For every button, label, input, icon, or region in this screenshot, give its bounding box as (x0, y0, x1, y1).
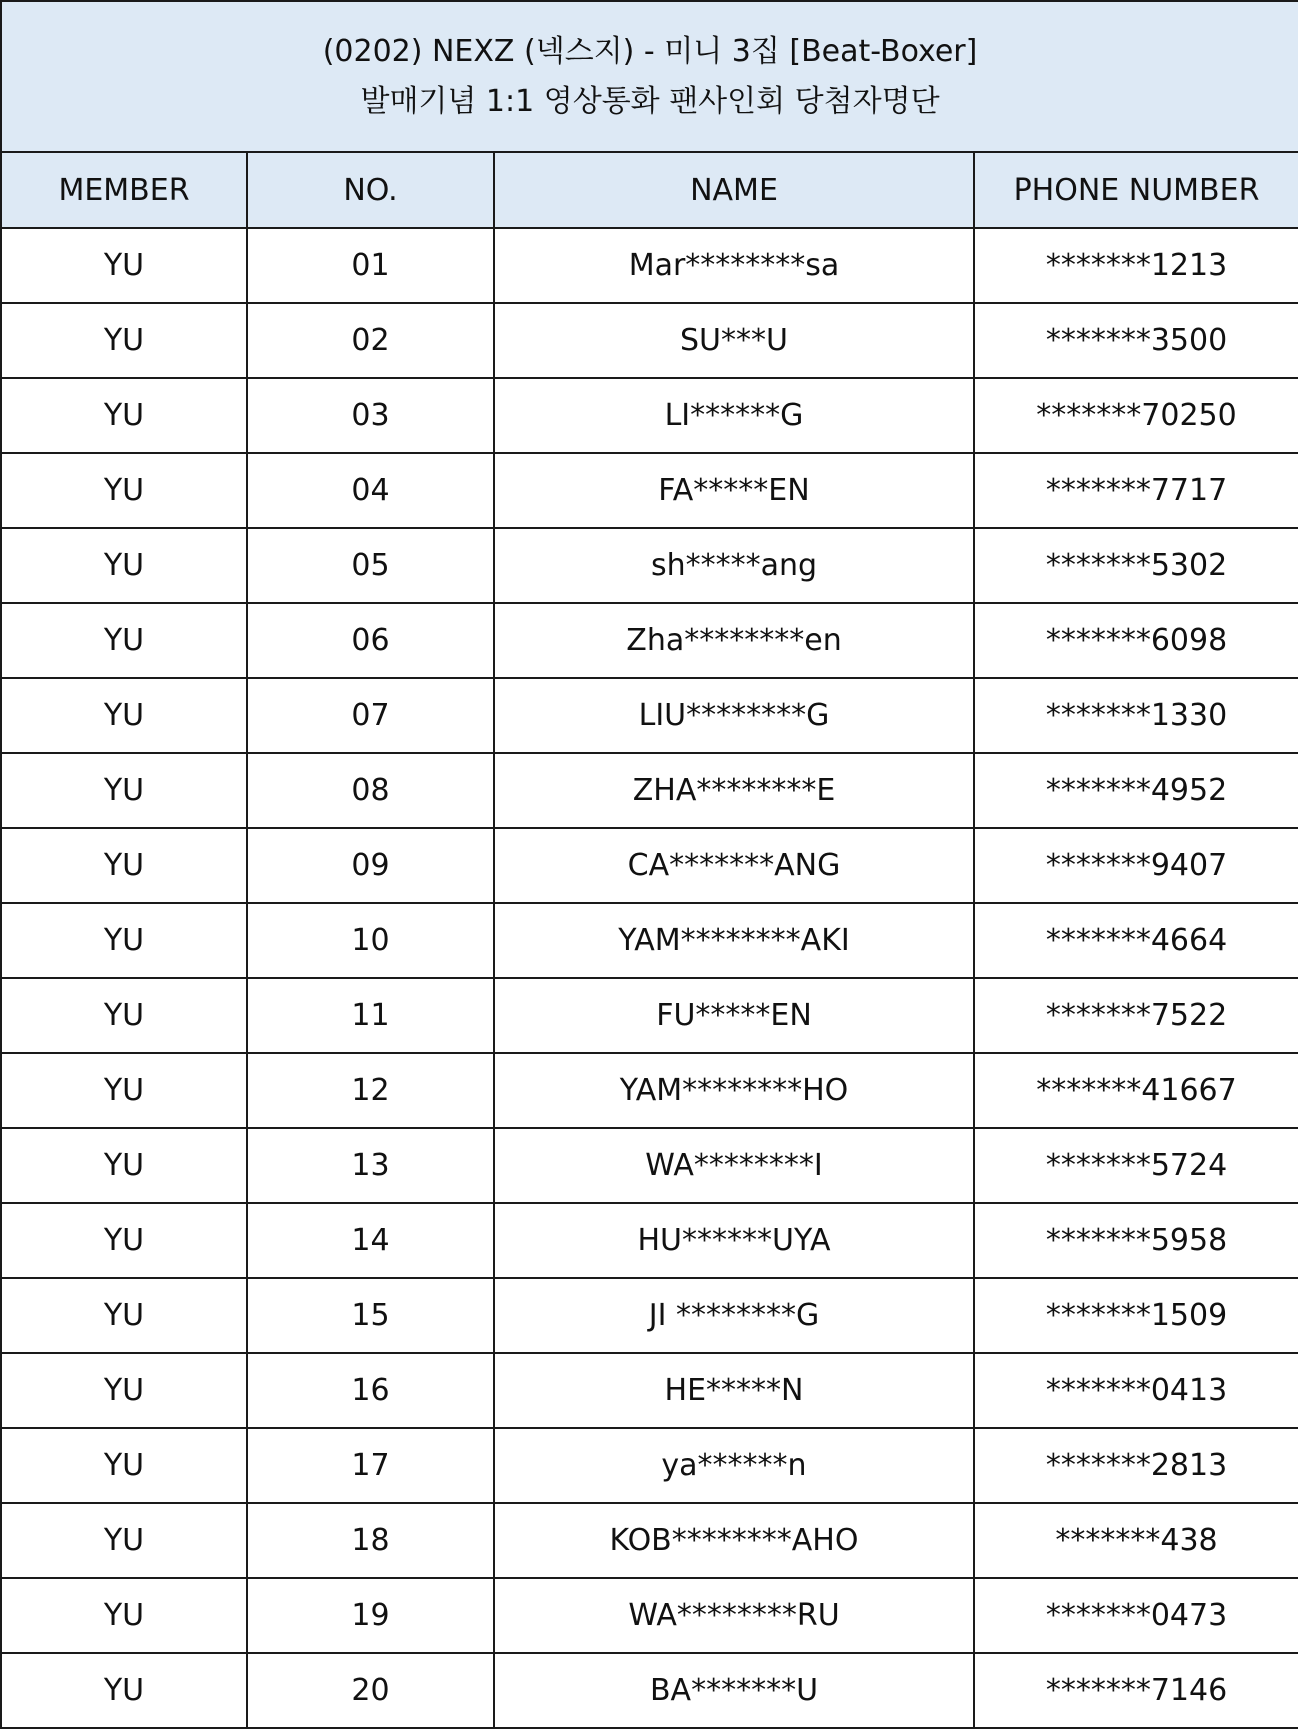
table-row (1, 378, 1298, 453)
cell-name: JI ********G (494, 1278, 974, 1353)
cell-phone: *******5302 (974, 528, 1298, 603)
cell-phone: *******438 (974, 1503, 1298, 1578)
cell-no: 08 (247, 753, 494, 828)
cell-phone: *******4952 (974, 753, 1298, 828)
cell-name: Zha********en (494, 603, 974, 678)
title-row (1, 1, 1298, 152)
cell-member: YU (1, 303, 247, 378)
table-row (1, 453, 1298, 528)
cell-name: sh*****ang (494, 528, 974, 603)
cell-member: YU (1, 828, 247, 903)
table-row (1, 603, 1298, 678)
cell-member: YU (1, 1653, 247, 1728)
cell-no: 16 (247, 1353, 494, 1428)
cell-no: 17 (247, 1428, 494, 1503)
cell-member: YU (1, 1053, 247, 1128)
cell-phone: *******1330 (974, 678, 1298, 753)
table-row (1, 1053, 1298, 1128)
table-row (1, 1128, 1298, 1203)
cell-name: Mar********sa (494, 228, 974, 303)
cell-member: YU (1, 1353, 247, 1428)
cell-phone: *******1509 (974, 1278, 1298, 1353)
table-row (1, 1653, 1298, 1728)
cell-member: YU (1, 603, 247, 678)
cell-no: 09 (247, 828, 494, 903)
cell-member: YU (1, 678, 247, 753)
cell-member: YU (1, 378, 247, 453)
cell-phone: *******1213 (974, 228, 1298, 303)
cell-name: ya******n (494, 1428, 974, 1503)
cell-no: 12 (247, 1053, 494, 1128)
cell-no: 15 (247, 1278, 494, 1353)
cell-no: 05 (247, 528, 494, 603)
cell-member: YU (1, 1128, 247, 1203)
column-header-row (1, 152, 1298, 228)
cell-no: 11 (247, 978, 494, 1053)
cell-member: YU (1, 1203, 247, 1278)
cell-member: YU (1, 1578, 247, 1653)
cell-member: YU (1, 528, 247, 603)
table-row (1, 228, 1298, 303)
cell-no: 01 (247, 228, 494, 303)
cell-phone: *******2813 (974, 1428, 1298, 1503)
table-row (1, 1428, 1298, 1503)
cell-name: YAM********HO (494, 1053, 974, 1128)
cell-phone: *******41667 (974, 1053, 1298, 1128)
cell-member: YU (1, 228, 247, 303)
cell-name: HU******UYA (494, 1203, 974, 1278)
cell-phone: *******5724 (974, 1128, 1298, 1203)
table-row (1, 1503, 1298, 1578)
cell-phone: *******7522 (974, 978, 1298, 1053)
cell-phone: *******3500 (974, 303, 1298, 378)
cell-name: CA*******ANG (494, 828, 974, 903)
cell-name: WA********RU (494, 1578, 974, 1653)
cell-no: 19 (247, 1578, 494, 1653)
table-title (1, 1, 1298, 152)
table-row (1, 1278, 1298, 1353)
table-row (1, 678, 1298, 753)
cell-no: 10 (247, 903, 494, 978)
cell-member: YU (1, 1428, 247, 1503)
cell-name: BA*******U (494, 1653, 974, 1728)
table-row (1, 903, 1298, 978)
cell-no: 07 (247, 678, 494, 753)
cell-phone: *******0473 (974, 1578, 1298, 1653)
cell-name: FA*****EN (494, 453, 974, 528)
cell-phone: *******0413 (974, 1353, 1298, 1428)
table-row (1, 303, 1298, 378)
cell-no: 13 (247, 1128, 494, 1203)
cell-member: YU (1, 903, 247, 978)
cell-phone: *******7717 (974, 453, 1298, 528)
cell-no: 04 (247, 453, 494, 528)
table-row (1, 753, 1298, 828)
table-row (1, 1353, 1298, 1428)
cell-name: HE*****N (494, 1353, 974, 1428)
cell-phone: *******4664 (974, 903, 1298, 978)
cell-phone: *******5958 (974, 1203, 1298, 1278)
column-header-no: NO. (247, 152, 494, 228)
cell-member: YU (1, 453, 247, 528)
cell-no: 18 (247, 1503, 494, 1578)
table-row (1, 978, 1298, 1053)
cell-name: LI******G (494, 378, 974, 453)
cell-name: KOB********AHO (494, 1503, 974, 1578)
cell-member: YU (1, 1278, 247, 1353)
title-line-1: (0202) NEXZ (넥스지) - 미니 3집 [Beat-Boxer] (322, 33, 978, 69)
cell-member: YU (1, 1503, 247, 1578)
table-body (1, 228, 1298, 1728)
cell-no: 02 (247, 303, 494, 378)
table-row (1, 1578, 1298, 1653)
column-header-member: MEMBER (1, 152, 247, 228)
cell-member: YU (1, 753, 247, 828)
cell-no: 20 (247, 1653, 494, 1728)
cell-phone: *******70250 (974, 378, 1298, 453)
cell-name: WA********I (494, 1128, 974, 1203)
cell-no: 06 (247, 603, 494, 678)
cell-name: YAM********AKI (494, 903, 974, 978)
cell-phone: *******6098 (974, 603, 1298, 678)
cell-no: 03 (247, 378, 494, 453)
cell-phone: *******7146 (974, 1653, 1298, 1728)
cell-name: ZHA********E (494, 753, 974, 828)
column-header-name: NAME (494, 152, 974, 228)
table-row (1, 828, 1298, 903)
table-row (1, 1203, 1298, 1278)
cell-phone: *******9407 (974, 828, 1298, 903)
cell-name: FU*****EN (494, 978, 974, 1053)
column-header-phone: PHONE NUMBER (974, 152, 1298, 228)
cell-name: SU***U (494, 303, 974, 378)
title-line-2: 발매기념 1:1 영상통화 팬사인회 당첨자명단 (360, 83, 940, 119)
cell-no: 14 (247, 1203, 494, 1278)
cell-name: LIU********G (494, 678, 974, 753)
table-row (1, 528, 1298, 603)
cell-member: YU (1, 978, 247, 1053)
